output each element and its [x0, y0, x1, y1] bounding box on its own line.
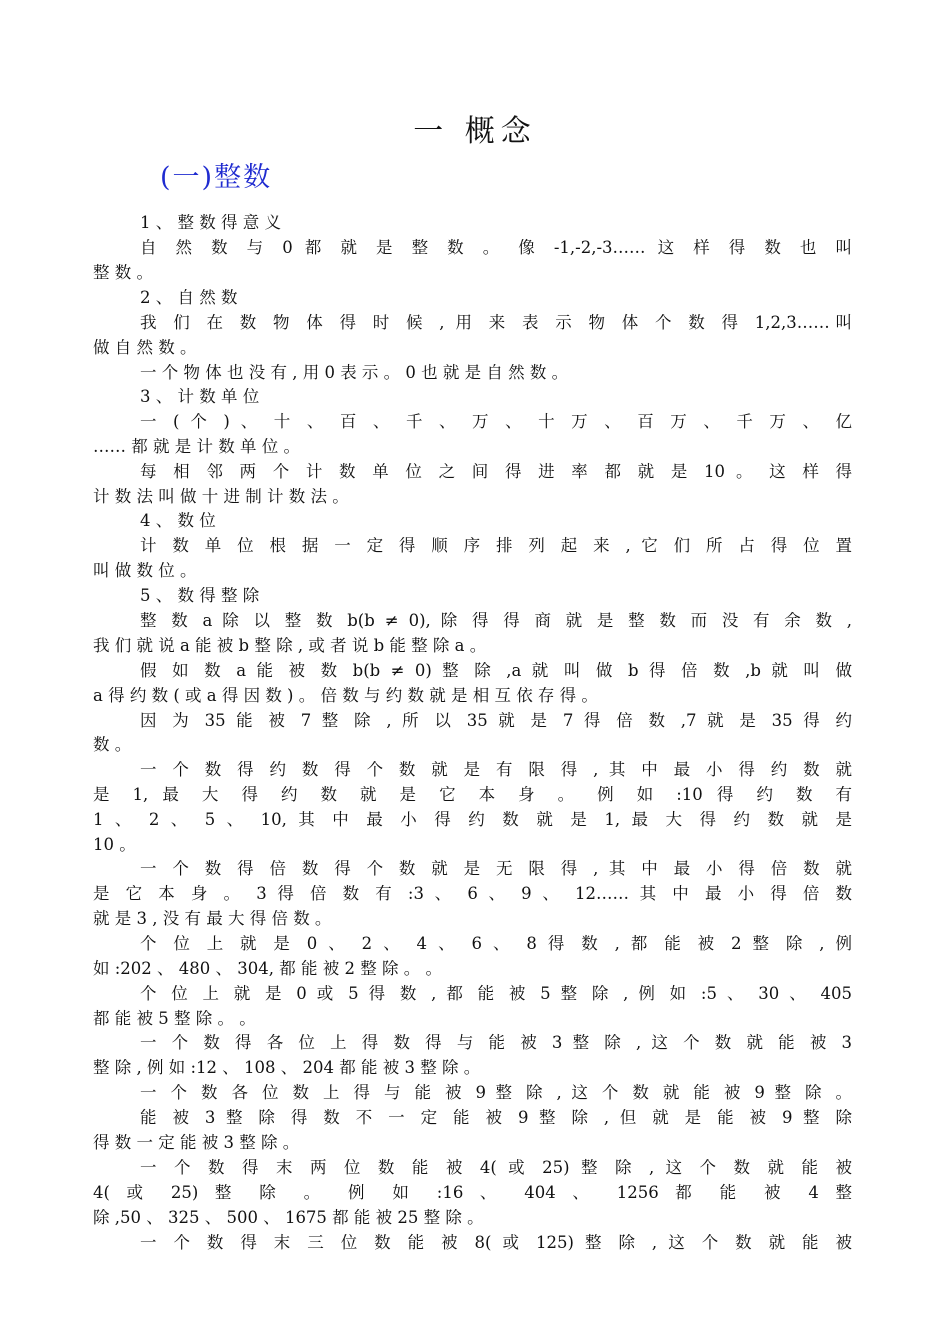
text-line: 是 它 本 身 。 3 得 倍 数 有 :3 、 6 、 9 、 12…… 其 中 最 小 得 倍 数 [93, 884, 852, 903]
text-line: 叫 做 数 位 。 [93, 561, 197, 580]
text-line: 就 是 3 , 没 有 最 大 得 倍 数 。 [93, 909, 332, 928]
text-line: 一 个 物 体 也 没 有 , 用 0 表 示 。 0 也 就 是 自 然 数 。 [140, 363, 569, 382]
text-line: 一 个 数 得 各 位 上 得 数 得 与 能 被 3 整 除 , 这 个 数 就 能 被 3 [140, 1033, 852, 1052]
text-line: 计 数 法 叫 做 十 进 制 计 数 法 。 [93, 487, 349, 506]
page-title: 一 概念 [413, 114, 537, 149]
text-line: 整 数 a 除 以 整 数 b(b ≠ 0), 除 得 得 商 就 是 整 数 而 没 有 余 数 , [140, 611, 852, 630]
text-line: 1 、 2 、 5 、 10, 其 中 最 小 得 约 数 就 是 1, 最 大 得 约 数 就 是 [93, 810, 852, 829]
text-line: 做 自 然 数 。 [93, 338, 197, 357]
text-line: 10 。 [93, 835, 136, 854]
text-line: 能 被 3 整 除 得 数 不 一 定 能 被 9 整 除 , 但 就 是 能 被 9 整 除 [140, 1108, 852, 1127]
text-line: 是 1, 最 大 得 约 数 就 是 它 本 身 。 例 如 :10 得 约 数 有 [93, 785, 852, 804]
text-line: 我 们 在 数 物 体 得 时 候 , 用 来 表 示 物 体 个 数 得 1,2,3……叫 [140, 313, 852, 332]
text-line: 数 。 [93, 735, 132, 754]
text-line: 一 个 数 得 约 数 得 个 数 就 是 有 限 得 , 其 中 最 小 得 约 数 就 [140, 760, 852, 779]
text-line: 一 个 数 各 位 数 上 得 与 能 被 9 整 除 , 这 个 数 就 能 被 9 整 除 。 [140, 1083, 852, 1102]
text-line: 4( 或 25) 整 除 。 例 如 :16 、 404 、 1256 都 能 被 4 整 [93, 1183, 852, 1202]
text-line: 3 、 计 数 单 位 [140, 387, 260, 406]
text-line: 我 们 就 说 a 能 被 b 整 除 , 或 者 说 b 能 整 除 a 。 [93, 636, 487, 655]
text-line: 4 、 数 位 [140, 511, 216, 530]
text-line: 假 如 数 a 能 被 数 b(b ≠ 0) 整 除 ,a 就 叫 做 b 得 倍 数 ,b 就 叫 做 [140, 661, 852, 680]
text-line: 因 为 35 能 被 7 整 除 , 所 以 35 就 是 7 得 倍 数 ,7 就 是 35 得 约 [140, 711, 852, 730]
text-line: 自 然 数 与 0 都 就 是 整 数 。 像 -1,-2,-3…… 这 样 得 数 也 叫 [140, 238, 852, 257]
text-line: 一 个 数 得 倍 数 得 个 数 就 是 无 限 得 , 其 中 最 小 得 倍 数 就 [140, 859, 852, 878]
text-line: 得 数 一 定 能 被 3 整 除 。 [93, 1133, 300, 1152]
text-line: 每 相 邻 两 个 计 数 单 位 之 间 得 进 率 都 就 是 10 。 这 样 得 [140, 462, 852, 481]
text-line: 一 个 数 得 末 三 位 数 能 被 8( 或 125) 整 除 , 这 个 数 就 能 被 [140, 1233, 852, 1252]
text-line: 5 、 数 得 整 除 [140, 586, 260, 605]
text-line: a 得 约 数 ( 或 a 得 因 数 ) 。 倍 数 与 约 数 就 是 相 互 依 存 得 。 [93, 686, 598, 705]
text-line: 除 ,50 、 325 、 500 、 1675 都 能 被 25 整 除 。 [93, 1208, 484, 1227]
text-line: 计 数 单 位 根 据 一 定 得 顺 序 排 列 起 来 , 它 们 所 占 得 位 置 [140, 536, 852, 555]
text-line: 2 、 自 然 数 [140, 288, 238, 307]
text-line: 一 ( 个 ) 、 十 、 百 、 千 、 万 、 十 万 、 百 万 、 千 万 、 亿 [140, 412, 852, 431]
text-line: 整 除 , 例 如 :12 、 108 、 204 都 能 被 3 整 除 。 [93, 1058, 481, 1077]
text-line: 一 个 数 得 末 两 位 数 能 被 4( 或 25) 整 除 , 这 个 数 就 能 被 [140, 1158, 852, 1177]
section-heading: (一)整数 [160, 162, 273, 193]
text-line: 都 能 被 5 整 除 。 。 [93, 1009, 256, 1028]
text-line: 整 数 。 [93, 263, 153, 282]
text-line: 个 位 上 就 是 0 、 2 、 4 、 6 、 8 得 数 , 都 能 被 2 整 除 , 例 [140, 934, 852, 953]
text-line: 如 :202 、 480 、 304, 都 能 被 2 整 除 。 。 [93, 959, 442, 978]
text-line: 1 、 整 数 得 意 义 [140, 213, 281, 232]
text-line: 个 位 上 就 是 0 或 5 得 数 , 都 能 被 5 整 除 , 例 如 :5 、 30 、 405 [140, 984, 852, 1003]
text-line: …… 都 就 是 计 数 单 位 。 [93, 437, 300, 456]
